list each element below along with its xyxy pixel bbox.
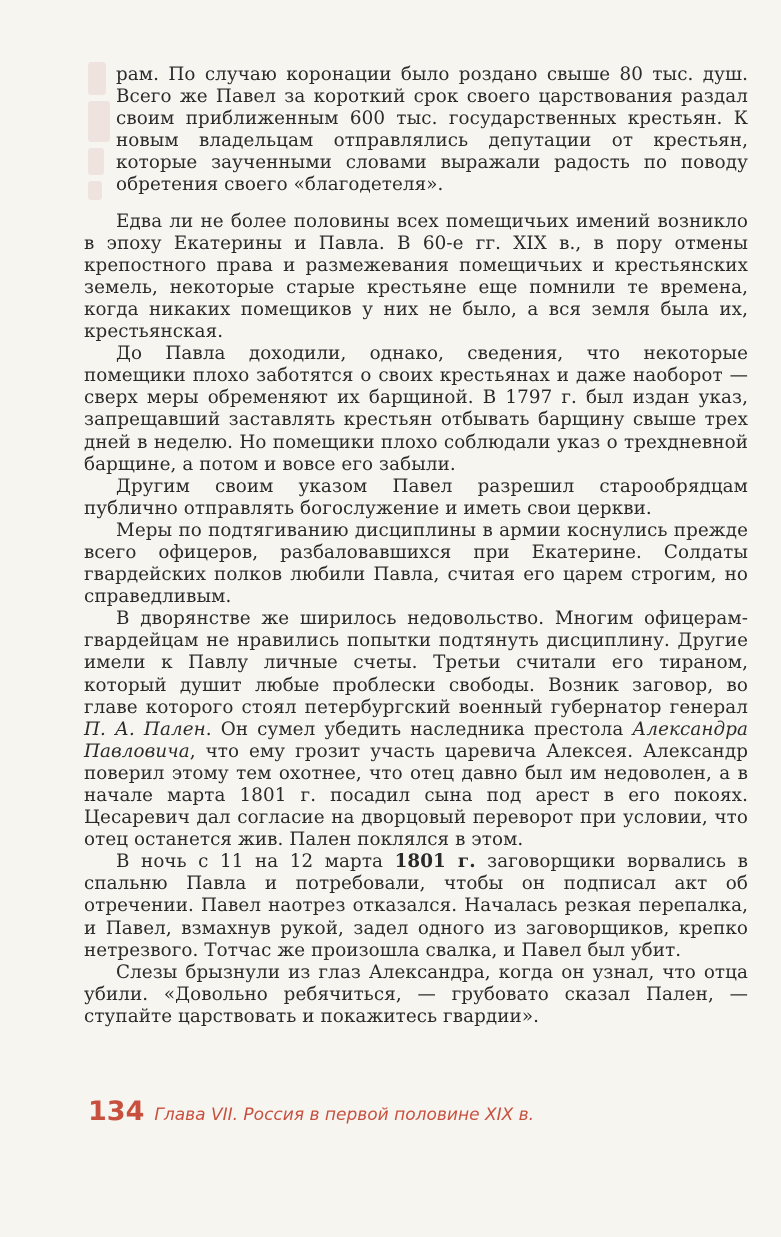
name-palen: П. А. Пален (84, 718, 206, 740)
paragraph-2: Едва ли не более половины всех помещичьих имений возникло в эпоху Екатерины и Павла. В 60-е гг. XIX в., в пору отмены крепостного права и размежевания помещичьих и крестьянских земель, некоторые старые крестьяне еще помнили те времена, когда никаких помещиков у них не было, а вся земля была их, крестьянская. (84, 210, 748, 343)
name-alexander: Александра Павловича (84, 718, 748, 762)
page-footer (88, 1096, 534, 1127)
page-number: 134 (88, 1096, 145, 1127)
paragraph-5: Меры по подтягиванию дисциплины в армии коснулись прежде всего офицеров, разбаловавшихся при Екатерине. Солдаты гвардейских полков любили Павла, считая его царем строгим, но справедливым. (84, 519, 748, 608)
date-1801: 1801 г. (394, 851, 476, 873)
paragraph-8: Слезы брызнули из глаз Александра, когда он узнал, что отца убили. «Довольно ребячиться, — грубовато сказал Пален, — ступайте царствовать и покажитесь гвардии». (84, 961, 748, 1027)
paragraph-4: Другим своим указом Павел разрешил старообрядцам публично отправлять богослужение и иметь свои церкви. (84, 475, 748, 519)
paragraph-3: До Павла доходили, однако, сведения, что некоторые помещики плохо заботятся о своих крестьянах и даже наоборот — сверх меры обременяют их барщиной. В 1797 г. был издан указ, запрещавший заставлять крестьян отбывать барщину свыше трех дней в неделю. Но помещики плохо соблюдали указ о трехдневной барщине, а потом и вовсе его забыли. (84, 343, 748, 475)
body-text (84, 64, 748, 1028)
paragraph-1: рам. По случаю коронации было роздано свыше 80 тыс. душ. Всего же Павел за короткий срок своего царствования раздал своим приближенным 600 тыс. государственных крестьян. К новым владельцам отправлялись депутации от крестьян, которые заученными словами выражали радость по поводу обретения своего «благодетеля». (116, 64, 748, 196)
paragraph-6: В дворянстве же ширилось недовольство. Многим офицерам-гвардейцам не нравились попытки подтянуть дисциплину. Другие имели к Павлу личные счеты. Третьи считали его тираном, который душит любые проблески свободы. Возник заговор, во главе которого стоял петербургский военный губернатор генерал П. А. Пален. Он сумел убедить наследника престола Александра Павловича, что ему грозит участь царевича Алексея. Александр поверил этому тем охотнее, что отец давно был им недоволен, а в начале марта 1801 г. посадил сына под арест в его покоях. Цесаревич дал согласие на дворцовый переворот при условии, что отец останется жив. Пален поклялся в этом. (84, 608, 748, 851)
running-head: Глава VII. Россия в первой половине XIX в. (154, 1105, 535, 1125)
paragraph-7: В ночь с 11 на 12 марта 1801 г. заговорщики ворвались в спальню Павла и потребовали, чтобы он подписал акт об отречении. Павел наотрез отказался. Началась резкая перепалка, и Павел, взмахнув рукой, задел одного из заговорщиков, крепко нетрезвого. Тотчас же произошла свалка, и Павел был убит. (84, 851, 748, 961)
